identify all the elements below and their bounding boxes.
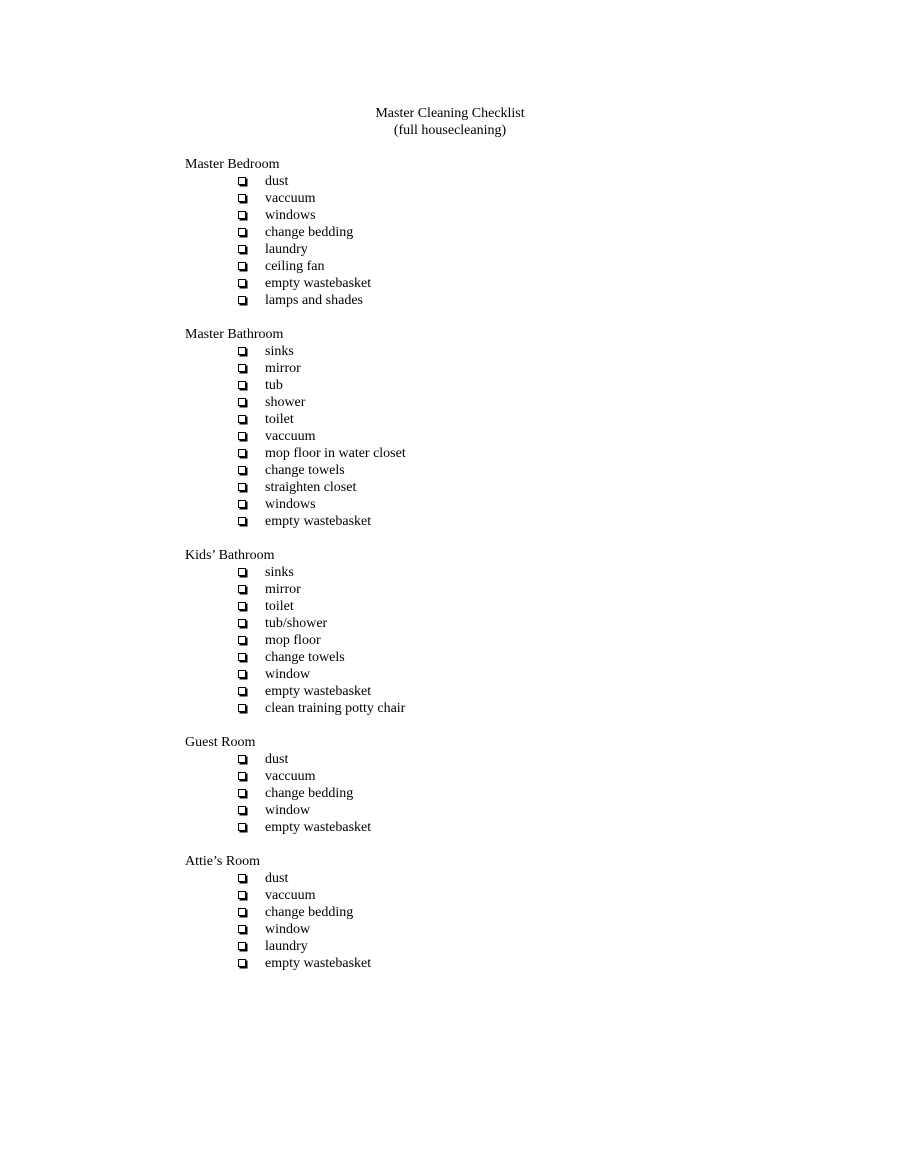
checklist-item [185,683,685,700]
checkbox-icon[interactable] [238,568,246,576]
checklist-item-label: mop floor in water closet [265,446,406,461]
checklist-item-label: vaccuum [265,888,316,903]
checkbox-icon[interactable] [238,653,246,661]
document-header [0,105,900,139]
checkbox-icon[interactable] [238,670,246,678]
checkbox-icon[interactable] [238,619,246,627]
checkbox-icon[interactable] [238,381,246,389]
checklist [185,173,685,309]
checkbox-icon[interactable] [238,602,246,610]
checklist-item-label: dust [265,871,289,886]
checkbox-icon[interactable] [238,483,246,491]
checklist-item [185,615,685,632]
checklist-item [185,190,685,207]
checklist-item-label: ceiling fan [265,259,325,274]
checklist-item-label: mirror [265,361,301,376]
section-heading: Master Bedroom [185,157,280,172]
checklist-item-label: windows [265,208,316,223]
document-subtitle: (full housecleaning) [393,123,507,138]
checklist [185,751,685,836]
checklist-item [185,360,685,377]
checkbox-icon[interactable] [238,364,246,372]
checklist-item [185,207,685,224]
checkbox-icon[interactable] [238,466,246,474]
checklist-item-label: sinks [265,344,294,359]
checklist-item [185,632,685,649]
checklist-item [185,955,685,972]
checklist-item-label: empty wastebasket [265,956,372,971]
checkbox-icon[interactable] [238,908,246,916]
checklist-item-label: sinks [265,565,294,580]
checklist-item [185,564,685,581]
checklist-section [185,547,685,717]
checklist-item-label: shower [265,395,306,410]
checklist-item [185,768,685,785]
checklist-item [185,887,685,904]
checkbox-icon[interactable] [238,755,246,763]
checklist-item [185,581,685,598]
checklist-item [185,377,685,394]
checklist-item [185,445,685,462]
checklist-section [185,853,685,972]
checklist-item [185,751,685,768]
section-heading: Master Bathroom [185,327,284,342]
checklist-item-label: empty wastebasket [265,684,372,699]
checkbox-icon[interactable] [238,398,246,406]
checklist-item-label: windows [265,497,316,512]
checklist-item-label: dust [265,174,289,189]
checklist-item-label: mop floor [265,633,321,648]
checklist-item-label: vaccuum [265,769,316,784]
checklist-item [185,258,685,275]
checklist-item-label: vaccuum [265,429,316,444]
checklist-item-label: change bedding [265,225,354,240]
checklist-item [185,598,685,615]
checkbox-icon[interactable] [238,517,246,525]
checklist-item-label: lamps and shades [265,293,363,308]
checklist-item [185,870,685,887]
checklist-item [185,938,685,955]
checklist-sections [185,156,685,989]
checkbox-icon[interactable] [238,704,246,712]
checkbox-icon[interactable] [238,636,246,644]
checkbox-icon[interactable] [238,245,246,253]
checklist-item [185,904,685,921]
section-heading: Guest Room [185,735,256,750]
checkbox-icon[interactable] [238,177,246,185]
checklist-item-label: tub/shower [265,616,328,631]
checklist-item-label: clean training potty chair [265,701,406,716]
checklist-item-label: straighten closet [265,480,357,495]
checklist-item-label: change towels [265,650,345,665]
checklist-item-label: change bedding [265,905,354,920]
checkbox-icon[interactable] [238,942,246,950]
checklist-item [185,292,685,309]
checklist-section [185,156,685,309]
checklist-item-label: window [265,803,311,818]
checkbox-icon[interactable] [238,211,246,219]
section-heading: Attie’s Room [185,854,261,869]
checklist-item [185,700,685,717]
checklist-item-label: toilet [265,412,294,427]
checkbox-icon[interactable] [238,228,246,236]
checkbox-icon[interactable] [238,432,246,440]
checklist [185,870,685,972]
checklist-item [185,802,685,819]
checklist-item [185,241,685,258]
checklist-item-label: empty wastebasket [265,820,372,835]
checkbox-icon[interactable] [238,262,246,270]
checklist-item [185,479,685,496]
checklist-item [185,819,685,836]
checkbox-icon[interactable] [238,500,246,508]
checklist-item-label: change bedding [265,786,354,801]
checklist-item-label: change towels [265,463,345,478]
checklist-item-label: window [265,667,311,682]
checklist-item-label: empty wastebasket [265,514,372,529]
checklist-item [185,513,685,530]
checkbox-icon[interactable] [238,874,246,882]
checkbox-icon[interactable] [238,449,246,457]
checklist-section [185,326,685,530]
checkbox-icon[interactable] [238,347,246,355]
checkbox-icon[interactable] [238,296,246,304]
checkbox-icon[interactable] [238,959,246,967]
checklist-item-label: laundry [265,242,308,257]
checklist-item-label: window [265,922,311,937]
checklist-item [185,785,685,802]
checklist-item [185,921,685,938]
checklist-item-label: dust [265,752,289,767]
checkbox-icon[interactable] [238,585,246,593]
checklist-item [185,462,685,479]
checklist-item [185,496,685,513]
checkbox-icon[interactable] [238,789,246,797]
checklist-item-label: empty wastebasket [265,276,372,291]
document-title: Master Cleaning Checklist [375,106,525,121]
section-heading: Kids’ Bathroom [185,548,275,563]
checkbox-icon[interactable] [238,823,246,831]
checkbox-icon[interactable] [238,687,246,695]
checkbox-icon[interactable] [238,415,246,423]
checklist-item-label: tub [265,378,283,393]
checkbox-icon[interactable] [238,194,246,202]
checkbox-icon[interactable] [238,279,246,287]
checklist [185,564,685,717]
checklist-item [185,343,685,360]
checklist-item [185,649,685,666]
checkbox-icon[interactable] [238,806,246,814]
checklist-item-label: vaccuum [265,191,316,206]
checkbox-icon[interactable] [238,925,246,933]
checklist-item [185,224,685,241]
checklist-item [185,394,685,411]
checklist-item [185,275,685,292]
checkbox-icon[interactable] [238,891,246,899]
checklist [185,343,685,530]
checklist-item [185,666,685,683]
checklist-item-label: mirror [265,582,301,597]
checklist-item [185,173,685,190]
checkbox-icon[interactable] [238,772,246,780]
checklist-item-label: laundry [265,939,308,954]
checklist-item [185,428,685,445]
checklist-section [185,734,685,836]
checklist-item-label: toilet [265,599,294,614]
checklist-item [185,411,685,428]
